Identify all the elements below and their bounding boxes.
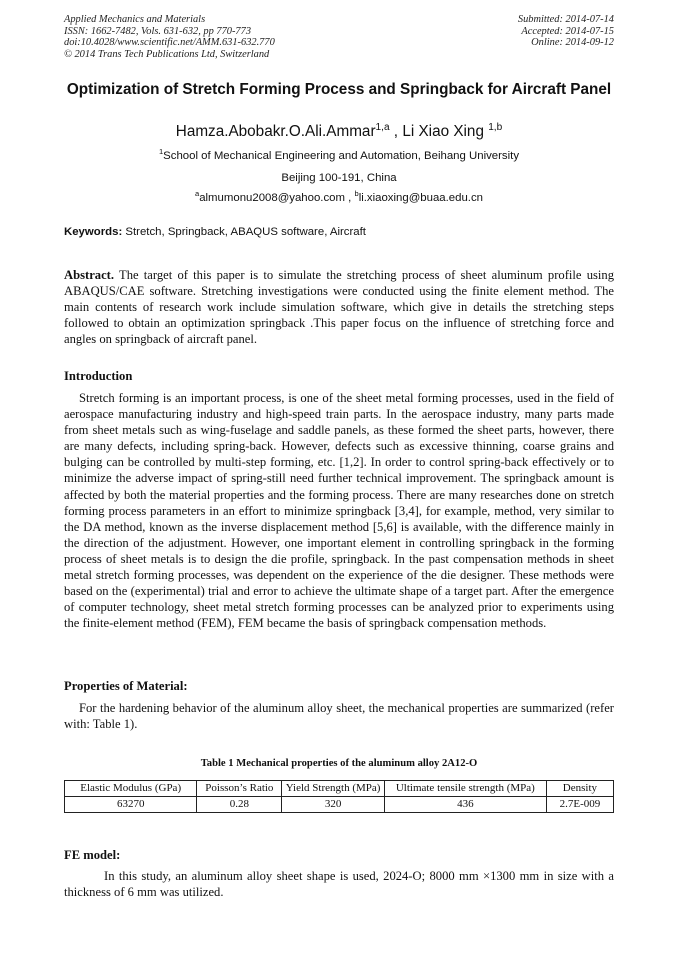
properties-table xyxy=(64,780,614,813)
journal-header xyxy=(64,14,275,60)
keywords-text: Stretch, Springback, ABAQUS software, Aircraft xyxy=(122,226,366,238)
author-2-name: Li Xiao Xing xyxy=(402,123,489,140)
email-a-mark: a xyxy=(195,189,200,199)
table-cell: 436 xyxy=(384,797,546,813)
email-separator: , xyxy=(345,192,355,204)
date-online: Online: 2014-09-12 xyxy=(531,37,614,48)
table-header-cell: Elastic Modulus (GPa) xyxy=(65,781,197,797)
abstract-text: The target of this paper is to simulate the stretching process of sheet aluminum profile using ABAQUS/CAE software. Stretching investigations were conducted using the finite element method. The main contents of research work include simulation software, which give in details the stretching steps followed to obtain an optimization springback .This paper focus on the influence of stretching force and angles on springback of aircraft panel. xyxy=(64,268,614,347)
email-a[interactable]: almumonu2008@yahoo.com xyxy=(199,192,345,204)
table-caption: Table 1 Mechanical properties of the aluminum alloy 2A12-O xyxy=(200,758,478,769)
fe-model-text: In this study, an aluminum alloy sheet shape is used, 2024-O; 8000 mm ×1300 mm in size with a thickness of 6 mm was utilized. xyxy=(64,869,614,900)
table-cell: 2.7E-009 xyxy=(546,797,613,813)
table-row xyxy=(65,797,614,813)
author-line xyxy=(64,123,614,141)
journal-issn: ISSN: 1662-7482, Vols. 631-632, pp 770-773 xyxy=(64,25,252,37)
journal-doi: doi:10.4028/www.scientific.net/AMM.631-632.770 xyxy=(64,37,275,48)
abstract-label: Abstract. xyxy=(64,268,115,282)
date-accepted: Accepted: 2014-07-15 xyxy=(521,25,614,37)
table-cell: 320 xyxy=(282,797,385,813)
table-header-cell: Poisson’s Ratio xyxy=(197,781,282,797)
keywords-label: Keywords: xyxy=(64,226,123,238)
introduction-text: Stretch forming is an important process, is one of the sheet metal forming processes, used in the field of aerospace manufacturing industry and high-speed train parts. In the aerospace industry, many parts made from sheet metals such as wing-fuselage and saddle panels, as these formed the sheet parts, however, there are many defects, including spring-back. However, defects such as excessive thinning, coarse grains and bulging can be controlled by multi-step forming, etc. [1,2]. In order to control spring-back effectively or to minimize the adverse impact of spring-still need further technical improvement. The springback amount is affected by both the material properties and the forming process. There are many researches done on stretch forming process parameters in an effort to minimize springback [3,4], for example, method, very similar to the DA method, known as the inverse displacement method [5,6] is available, with the difference mainly in the direction of the adjustment. However, one important element in controlling springback in the forming process of sheet metals is to design the die profile, springback. In the past compensation methods in sheet metal stretch forming processes, was dependent on the experience of the die designer. These methods were based on the (experimental) trial and error to achieve the ultimate shape of a target part. After the emergence of computer technology, sheet metal stretch forming processes can be analyzed prior to experiments using the finite-element method (FEM), FEM became the basis of springback compensation methods. xyxy=(64,391,614,631)
author-2-affil-mark: 1,b xyxy=(488,121,503,133)
affiliation-line-1 xyxy=(64,147,614,162)
properties-text: For the hardening behavior of the aluminum alloy sheet, the mechanical properties are summarized (refer with: Table 1). xyxy=(64,701,614,732)
author-1-name: Hamza.Abobakr.O.Ali.Ammar xyxy=(175,123,376,140)
table-cell: 0.28 xyxy=(197,797,282,813)
journal-name: Applied Mechanics and Materials xyxy=(64,14,206,25)
date-submitted: Submitted: 2014-07-14 xyxy=(517,14,614,25)
abstract xyxy=(64,267,614,347)
table-header-cell: Ultimate tensile strength (MPa) xyxy=(384,781,546,797)
keywords xyxy=(64,226,366,238)
paper-title: Optimization of Stretch Forming Process and Springback for Aircraft Panel xyxy=(66,81,612,98)
dates-header xyxy=(518,14,614,49)
email-line xyxy=(64,189,614,204)
introduction-heading: Introduction xyxy=(64,369,133,383)
author-separator: , xyxy=(389,123,403,140)
author-1-affil-mark: 1,a xyxy=(375,121,390,133)
affiliation-school: School of Mechanical Engineering and Automation, Beihang University xyxy=(163,150,520,162)
email-b[interactable]: li.xiaoxing@buaa.edu.cn xyxy=(358,192,483,204)
fe-model-heading: FE model: xyxy=(64,848,121,862)
email-b-mark: b xyxy=(354,189,359,199)
table-header-row xyxy=(65,781,614,797)
affiliation-line-2: Beijing 100-191, China xyxy=(281,172,397,184)
table-header-cell: Density xyxy=(546,781,613,797)
table-cell: 63270 xyxy=(65,797,197,813)
table-header-cell: Yield Strength (MPa) xyxy=(282,781,385,797)
properties-heading: Properties of Material: xyxy=(64,679,188,693)
journal-copyright: © 2014 Trans Tech Publications Ltd, Switzerland xyxy=(64,48,270,60)
affiliation-mark: 1 xyxy=(158,147,164,157)
